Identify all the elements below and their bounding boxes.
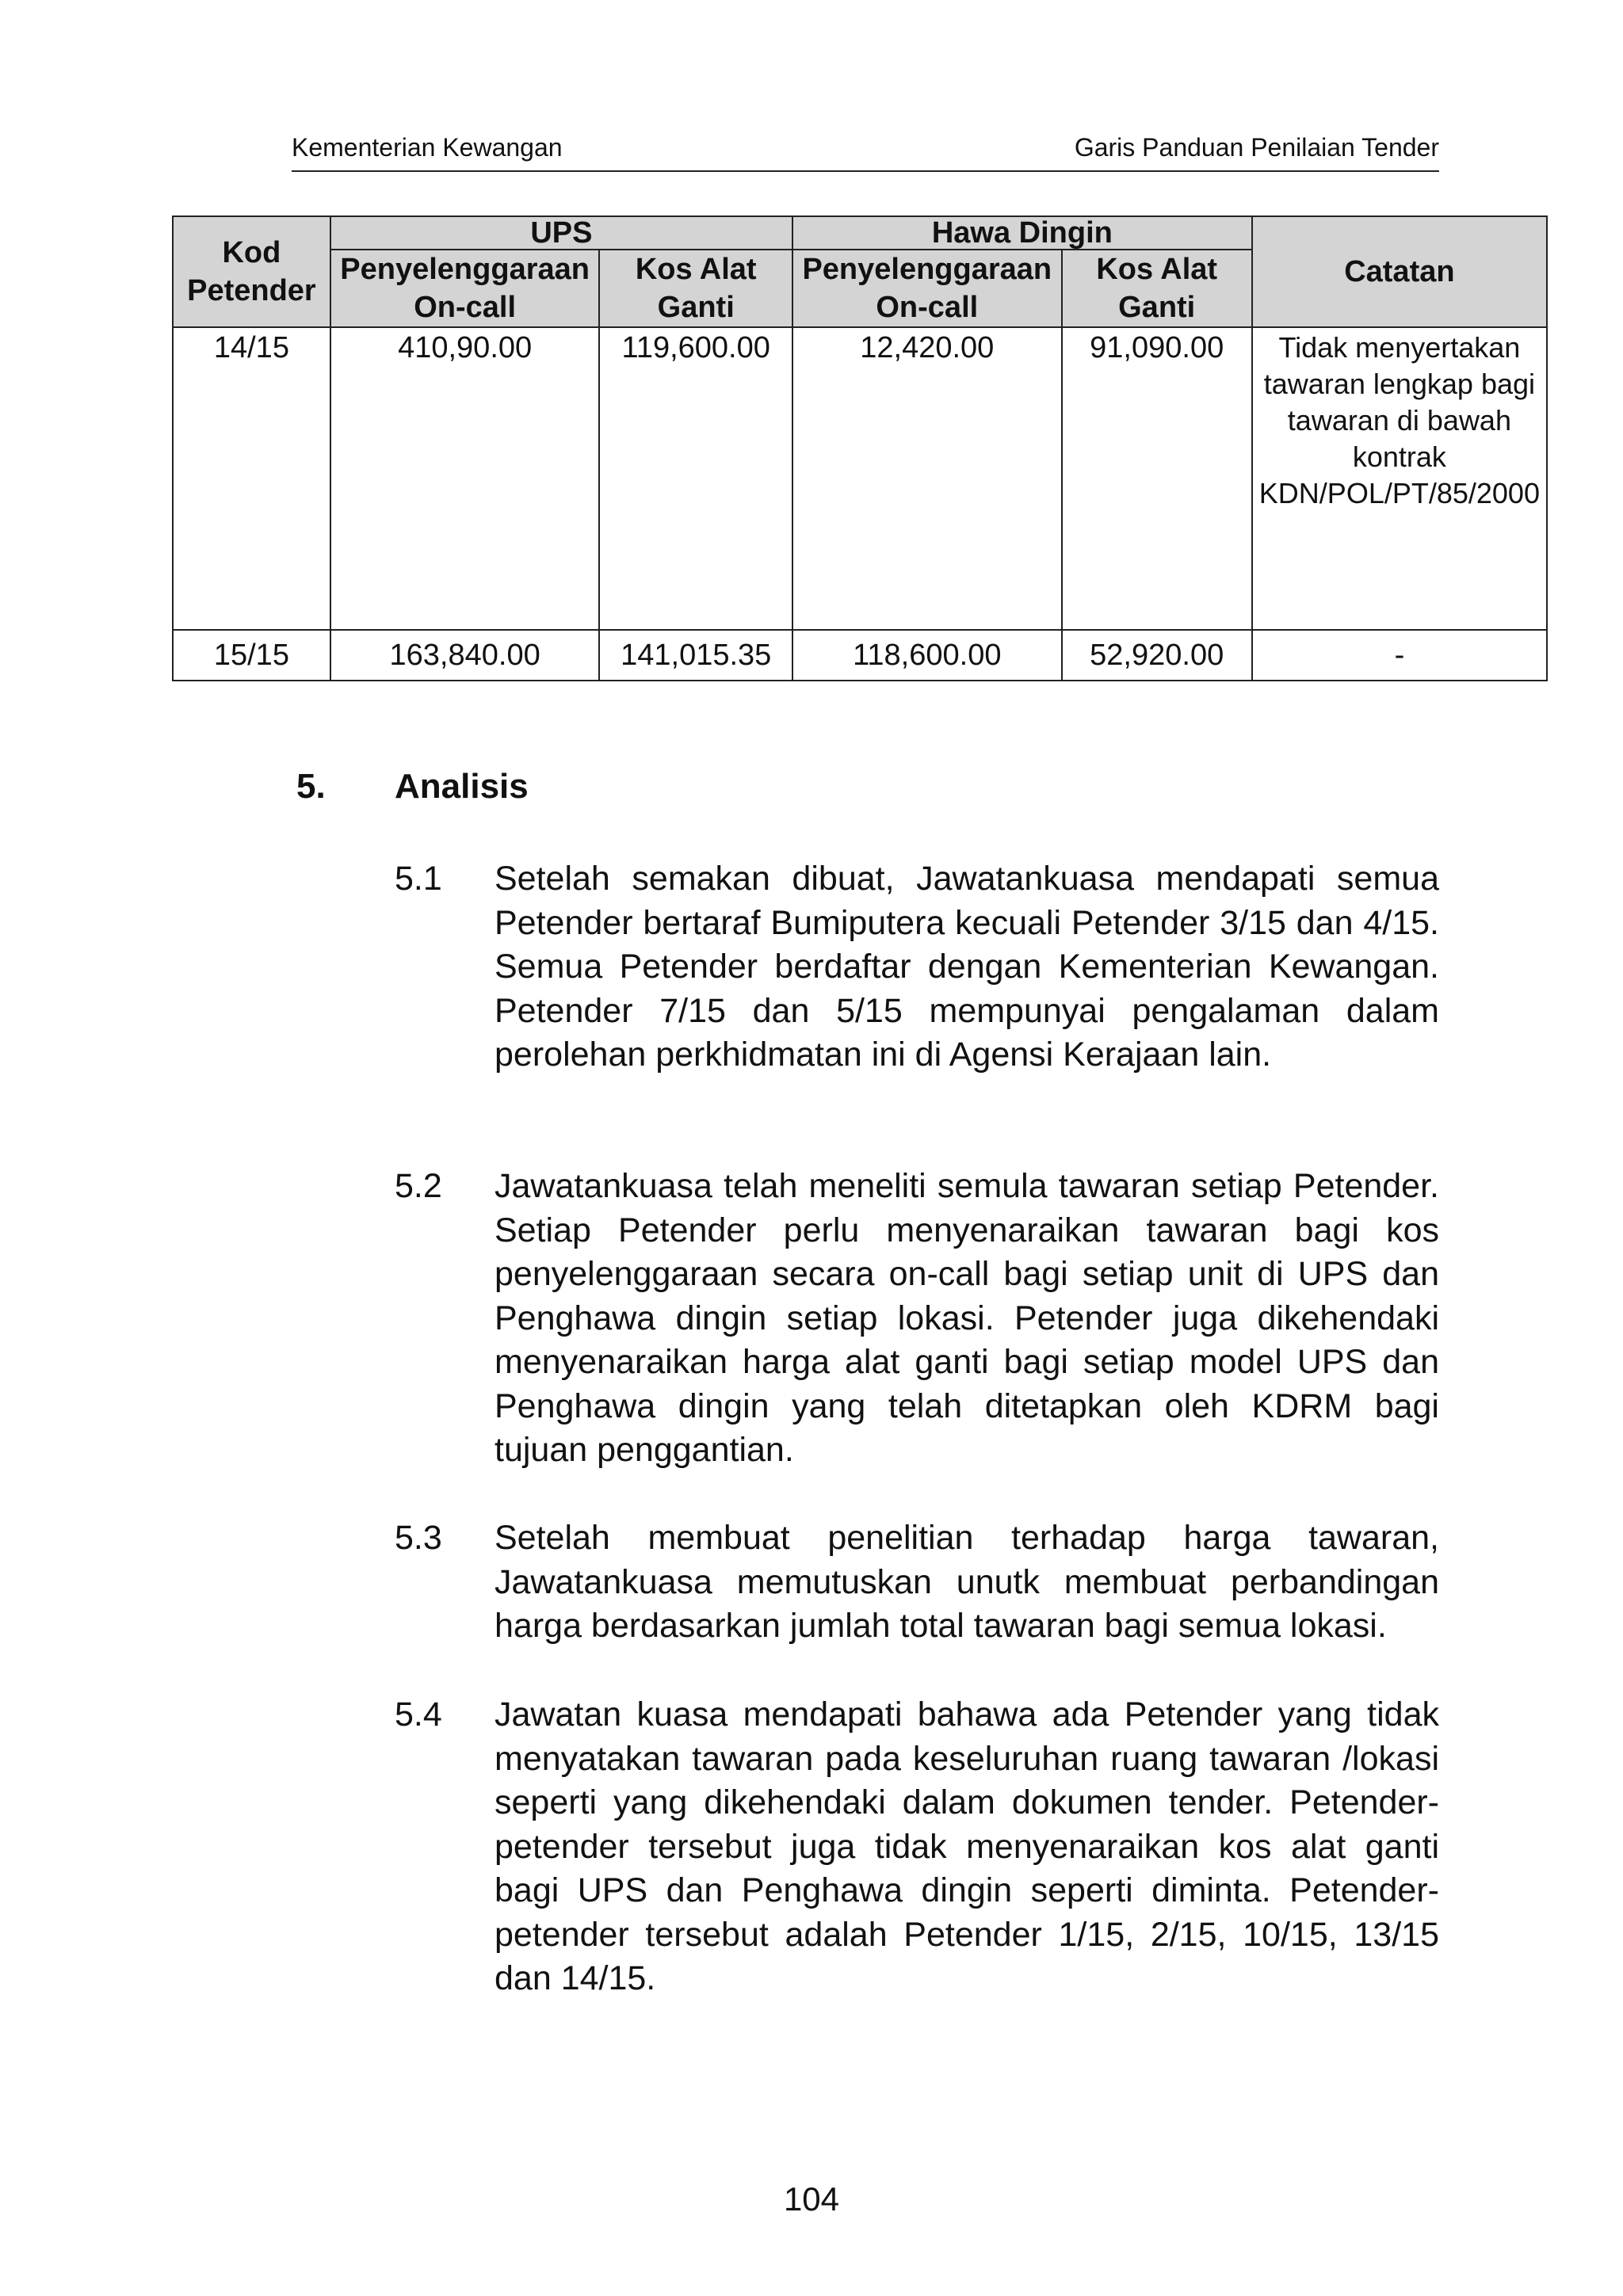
header-hd-penyelenggaraan: Penyelenggaraan On-call — [792, 250, 1062, 327]
cell-ups-kos: 141,015.35 — [599, 630, 792, 681]
header-catatan: Catatan — [1252, 216, 1547, 327]
section-heading — [296, 767, 529, 807]
paragraph-number: 5.3 — [395, 1519, 442, 1557]
cell-catatan: Tidak menyertakan tawaran lengkap bagi tawaran di bawah kontrak KDN/POL/PT/85/2000 — [1252, 327, 1547, 630]
page-header — [292, 133, 1439, 172]
paragraph-text: Setelah membuat penelitian terhadap harga tawaran, Jawatankuasa memutuskan unutk membuat perbandingan harga berdasarkan jumlah total tawaran bagi semua lokasi. — [495, 1519, 1439, 1645]
paragraph-text: Setelah semakan dibuat, Jawatankuasa mendapati semua Petender bertaraf Bumiputera kecuali Petender 3/15 dan 4/15. Semua Petender berdaftar dengan Kementerian Kewangan. Petender 7/15 dan 5/15 mempunyai pengalaman dalam perolehan perkhidmatan ini di Agensi Kerajaan lain. — [495, 860, 1439, 1074]
cell-hd-penyelenggaraan: 118,600.00 — [792, 630, 1062, 681]
cell-ups-penyelenggaraan: 410,90.00 — [330, 327, 600, 630]
paragraph-5-4 — [395, 1693, 1439, 2001]
paragraph-number: 5.4 — [395, 1695, 442, 1733]
header-kod-petender: Kod Petender — [173, 216, 330, 327]
cell-ups-penyelenggaraan: 163,840.00 — [330, 630, 600, 681]
paragraph-number: 5.1 — [395, 860, 442, 898]
cell-kod: 14/15 — [173, 327, 330, 630]
paragraph-5-3 — [395, 1516, 1439, 1649]
paragraph-5-2 — [395, 1165, 1439, 1473]
page-number: 104 — [783, 2180, 840, 2218]
header-hawa-dingin: Hawa Dingin — [792, 216, 1252, 250]
paragraph-number: 5.2 — [395, 1167, 442, 1205]
header-ups-penyelenggaraan: Penyelenggaraan On-call — [330, 250, 600, 327]
header-document-title: Garis Panduan Penilaian Tender — [1074, 133, 1439, 162]
header-hd-kos-alat: Kos Alat Ganti — [1062, 250, 1252, 327]
section-number: 5. — [296, 767, 326, 806]
header-ups-kos-alat: Kos Alat Ganti — [599, 250, 792, 327]
cell-kod: 15/15 — [173, 630, 330, 681]
cell-ups-kos: 119,600.00 — [599, 327, 792, 630]
cell-hd-kos: 52,920.00 — [1062, 630, 1252, 681]
table-row — [173, 630, 1547, 681]
cell-hd-penyelenggaraan: 12,420.00 — [792, 327, 1062, 630]
header-ministry: Kementerian Kewangan — [292, 133, 563, 162]
table-header-row — [173, 216, 1547, 250]
header-ups: UPS — [330, 216, 792, 250]
tender-price-table — [172, 215, 1548, 681]
section-title: Analisis — [395, 767, 529, 806]
paragraph-5-1 — [395, 857, 1439, 1077]
paragraph-text: Jawatan kuasa mendapati bahawa ada Petender yang tidak menyatakan tawaran pada keseluruhan ruang tawaran /lokasi seperti yang dikehendaki dalam dokumen tender. Petender-petender tersebut juga tidak menyenaraikan kos alat ganti bagi UPS dan Penghawa dingin seperti diminta. Petender-petender tersebut adalah Petender 1/15, 2/15, 10/15, 13/15 dan 14/15. — [495, 1695, 1439, 1997]
cell-hd-kos: 91,090.00 — [1062, 327, 1252, 630]
paragraph-text: Jawatankuasa telah meneliti semula tawaran setiap Petender. Setiap Petender perlu menyenaraikan tawaran bagi kos penyelenggaraan secara on-call bagi setiap unit di UPS dan Penghawa dingin setiap lokasi. Petender juga dikehendaki menyenaraikan harga alat ganti bagi setiap model UPS dan Penghawa dingin yang telah ditetapkan oleh KDRM bagi tujuan penggantian. — [495, 1167, 1439, 1469]
table-row — [173, 327, 1547, 630]
cell-catatan: - — [1252, 630, 1547, 681]
